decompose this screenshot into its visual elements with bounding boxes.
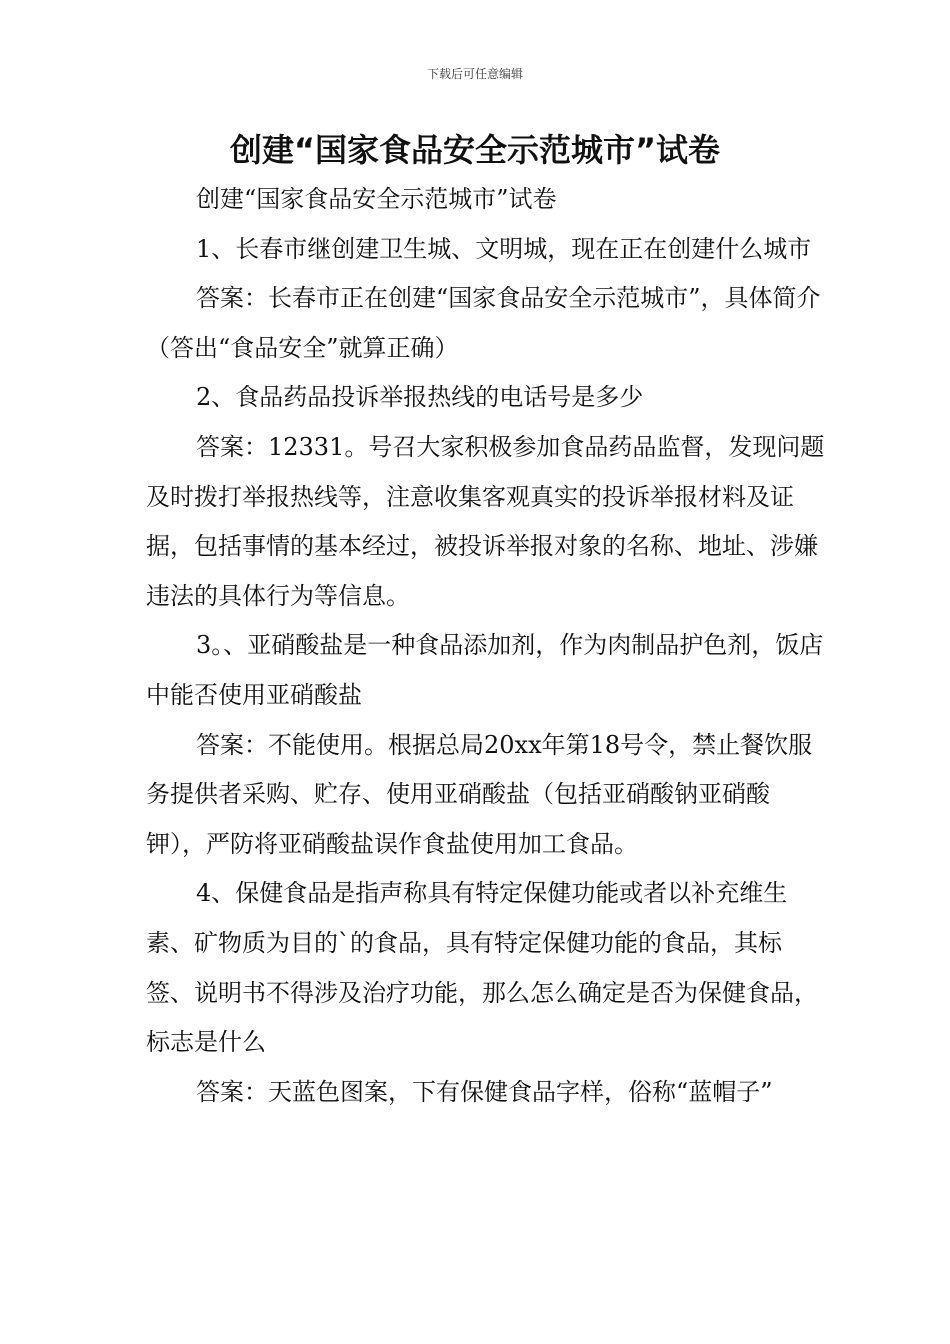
document-body xyxy=(146,175,826,1117)
page-header-note: 下载后可任意编辑 xyxy=(426,67,523,81)
paragraph-answer-1: 答案：长春市正在创建“国家食品安全示范城市”，具体简介（答出“食品安全”就算正确） xyxy=(146,284,821,362)
paragraph-question-3: 3。、亚硝酸盐是一种食品添加剂，作为肉制品护色剂，饭店中能否使用亚硝酸盐 xyxy=(146,631,824,709)
paragraph-subtitle: 创建“国家食品安全示范城市”试卷 xyxy=(196,185,557,213)
paragraph-answer-4: 答案：天蓝色图案，下有保健食品字样，俗称“蓝帽子” xyxy=(196,1077,773,1106)
document-title: 创建“国家食品安全示范城市”试卷 xyxy=(229,131,721,169)
paragraph-question-4: 4、保健食品是指声称具有特定保健功能或者以补充维生素、矿物质为目的`的食品，具有特定保健功能的食品，其标签、说明书不得涉及治疗功能，那么怎么确定是否为保健食品，标志是什么 xyxy=(146,879,818,1057)
paragraph-answer-3: 答案：不能使用。根据总局20xx年第18号令，禁止餐饮服务提供者采购、贮存、使用亚硝酸盐（包括亚硝酸钠亚硝酸钾），严防将亚硝酸盐误作食盐使用加工食品。 xyxy=(146,730,813,858)
paragraph-answer-2: 答案：12331。号召大家积极参加食品药品监督，发现问题及时拨打举报热线等，注意收集客观真实的投诉举报材料及证据，包括事情的基本经过，被投诉举报对象的名称、地址、涉嫌违法的具体行为等信息。 xyxy=(146,432,825,610)
paragraph-question-2: 2、食品药品投诉举报热线的电话号是多少 xyxy=(196,383,644,412)
paragraph-question-1: 1、长春市继创建卫生城、文明城，现在正在创建什么城市 xyxy=(196,234,812,263)
